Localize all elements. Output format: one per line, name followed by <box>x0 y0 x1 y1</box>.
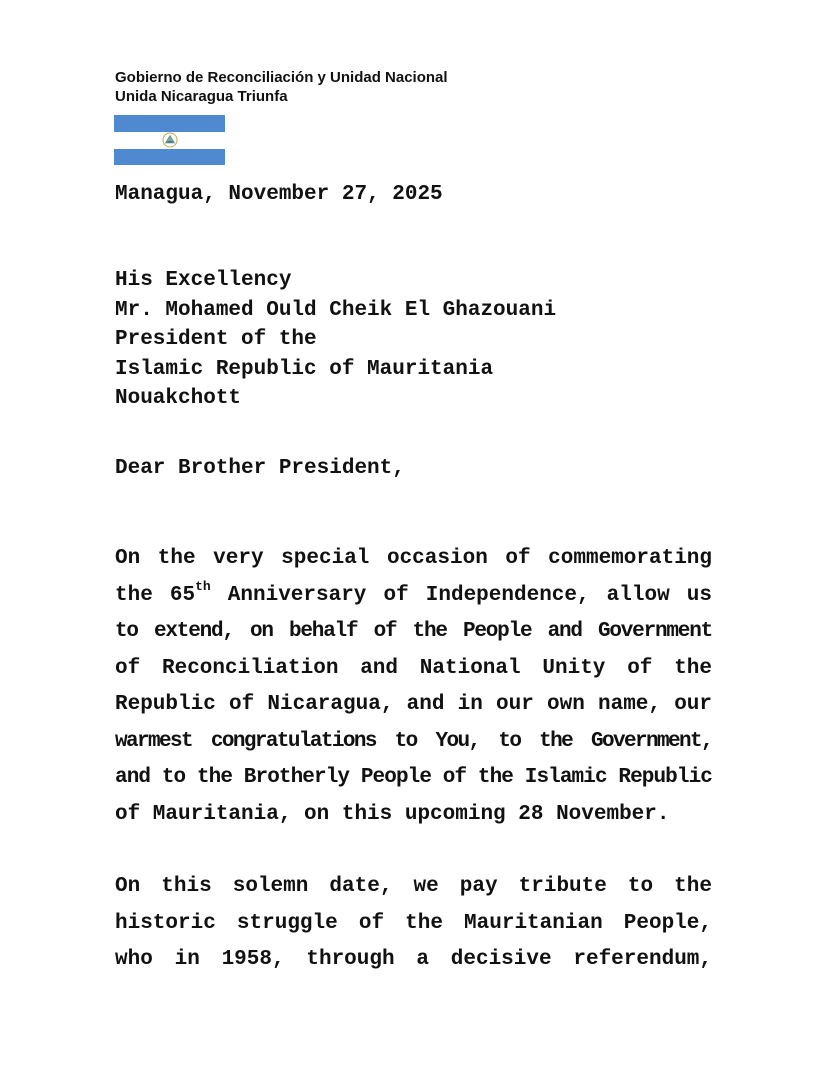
recipient-title: President of the <box>115 328 317 351</box>
recipient-city: Nouakchott <box>115 387 242 410</box>
paragraph-line: to extend, on behalf of the People and Government <box>115 620 712 643</box>
flag-stripe-middle <box>114 132 225 149</box>
paragraph-line: historic struggle of the Mauritanian People, <box>115 911 712 935</box>
paragraph-line <box>115 578 712 615</box>
flag-stripe-bottom <box>114 149 225 166</box>
paragraph-line: warmest congratulations to You, to the Government, <box>115 729 712 753</box>
ordinal-suffix: th <box>195 578 211 594</box>
paragraph-line: and to the Brotherly People of the Islamic Republic <box>115 766 712 789</box>
flag-stripe-top <box>114 115 225 132</box>
paragraph-line: of Reconciliation and National Unity of the <box>115 656 712 680</box>
recipient-name: Mr. Mohamed Ould Cheik El Ghazouani <box>115 298 557 322</box>
coat-of-arms-icon <box>162 132 178 148</box>
letterhead <box>115 68 448 106</box>
paragraph-text: Anniversary of Independence, allow us <box>210 583 712 607</box>
paragraph-line: Republic of Nicaragua, and in our own name, our <box>115 693 712 716</box>
nicaragua-flag <box>114 115 225 165</box>
paragraph-line: On this solemn date, we pay tribute to the <box>115 875 712 898</box>
recipient-honorific: His Excellency <box>115 269 292 292</box>
recipient-country: Islamic Republic of Mauritania <box>115 357 494 381</box>
paragraph-line: On the very special occasion of commemorating <box>115 547 712 570</box>
letterhead-motto: Unida Nicaragua Triunfa <box>115 88 288 105</box>
letter-date: Managua, November 27, 2025 <box>115 183 443 206</box>
recipient-address-block <box>115 266 556 414</box>
paragraph-line: who in 1958, through a decisive referendum, <box>115 948 712 971</box>
letterhead-government-name: Gobierno de Reconciliación y Unidad Nacional <box>115 69 448 86</box>
salutation: Dear Brother President, <box>115 457 405 480</box>
body-paragraph-2 <box>115 869 712 979</box>
paragraph-line: of Mauritania, on this upcoming 28 November. <box>115 802 670 826</box>
body-paragraph-1 <box>115 541 712 833</box>
paragraph-text: the 65 <box>115 583 196 607</box>
